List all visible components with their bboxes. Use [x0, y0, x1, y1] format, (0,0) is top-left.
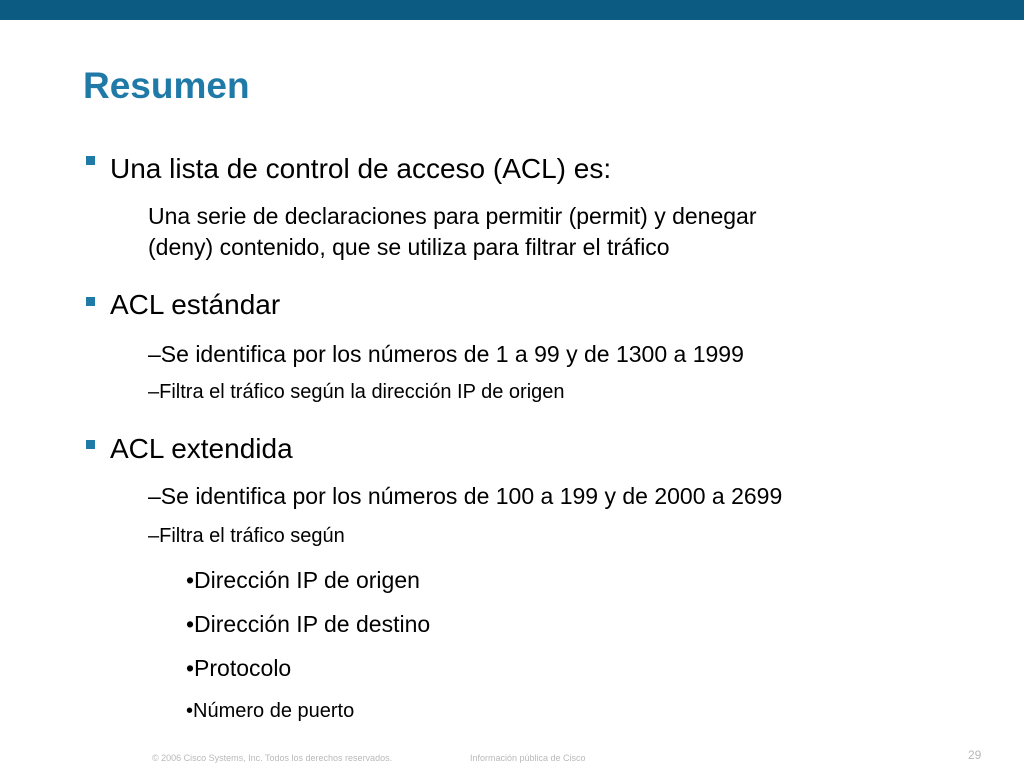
- slide-title: Resumen: [83, 65, 250, 106]
- footer-classification: Información pública de Cisco: [470, 753, 586, 763]
- acl-definition-line-2: (deny) contenido, que se utiliza para filtrar el tráfico: [148, 234, 670, 260]
- acl-extended-filter: –Filtra el tráfico según: [148, 525, 345, 547]
- page-number: 29: [968, 748, 982, 762]
- acl-definition-line-1: Una serie de declaraciones para permitir (permit) y denegar: [148, 203, 757, 229]
- bullet-acl-standard: ACL estándar: [110, 289, 281, 320]
- top-bar: [0, 0, 1024, 20]
- bullet-acl-extended: ACL extendida: [110, 433, 293, 464]
- footer-copyright: © 2006 Cisco Systems, Inc. Todos los derechos reservados.: [152, 753, 393, 763]
- filter-protocol: •Protocolo: [186, 655, 292, 681]
- square-bullet-icon: [86, 156, 95, 165]
- acl-extended-range: –Se identifica por los números de 100 a 199 y de 2000 a 2699: [148, 483, 783, 509]
- filter-port-number: •Número de puerto: [186, 700, 355, 722]
- filter-destination-ip: •Dirección IP de destino: [186, 611, 431, 637]
- filter-source-ip: •Dirección IP de origen: [186, 567, 420, 593]
- acl-standard-range: –Se identifica por los números de 1 a 99 y de 1300 a 1999: [148, 341, 744, 367]
- bullet-acl-definition: Una lista de control de acceso (ACL) es:: [110, 153, 612, 184]
- square-bullet-icon: [86, 440, 95, 449]
- square-bullet-icon: [86, 297, 95, 306]
- acl-standard-filter: –Filtra el tráfico según la dirección IP de origen: [148, 381, 565, 403]
